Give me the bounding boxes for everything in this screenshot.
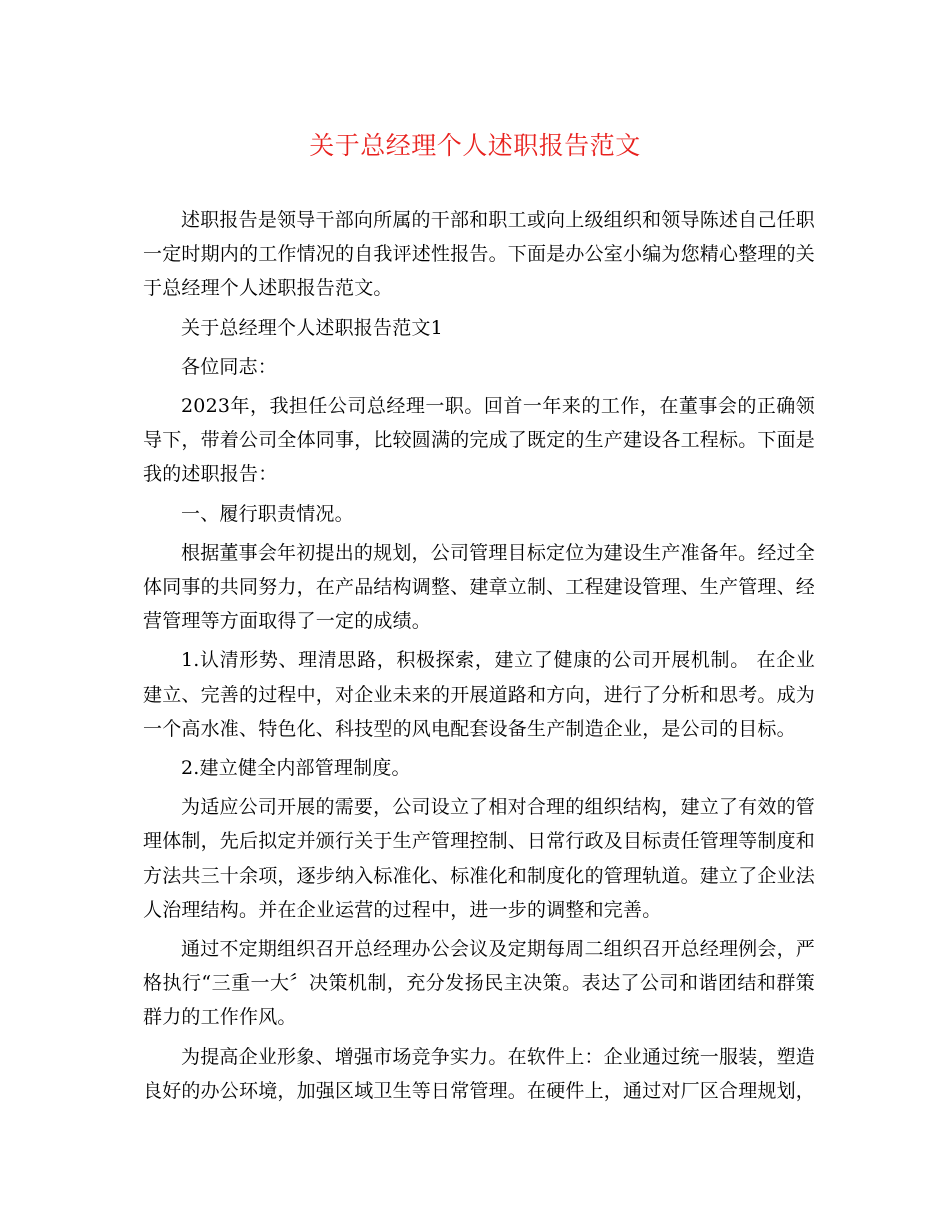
paragraph-management: 为适应公司开展的需要，公司设立了相对合理的组织结构，建立了有效的管理体制，先后拟定并颁行关于生产管理控制、日常行政及目标责任管理等制度和方法共三十余项，逐步纳入标准化、标准化和制度化的管理轨道。建立了企业法人治理结构。并在企业运营的过程中，进一步的调整和完善。 — [143, 796, 816, 921]
paragraph-section-heading: 关于总经理个人述职报告范文1 — [181, 316, 443, 339]
paragraph-duty-heading: 一、履行职责情况。 — [181, 502, 354, 525]
paragraph-opening: 2023年，我担任公司总经理一职。回首一年来的工作，在董事会的正确领导下，带着公司全体同事，比较圆满的完成了既定的生产建设各工程标。下面是我的述职报告： — [143, 395, 816, 486]
paragraph-salutation: 各位同志： — [181, 355, 278, 378]
paragraph-meetings: 通过不定期组织召开总经理办公会议及定期每周二组织召开总经理例会，严格执行“三重一大〞决策机制，充分发扬民主决策。表达了公司和谐团结和群策群力的工作作风。 — [143, 938, 815, 1029]
document-title: 关于总经理个人述职报告范文 — [309, 131, 641, 160]
paragraph-intro: 述职报告是领导干部向所属的干部和职工或向上级组织和领导陈述自己任职一定时期内的工作情况的自我评述性报告。下面是办公室小编为您精心整理的关于总经理个人述职报告范文。 — [143, 209, 816, 300]
paragraph-item-1: 1.认清形势、理清思路，积极探索，建立了健康的公司开展机制。 在企业建立、完善的过程中，对企业未来的开展道路和方向，进行了分析和思考。成为一个高水准、特色化、科技型的风电配套设备生产制造企业，是公司的目标。 — [143, 649, 816, 740]
document-body — [143, 203, 815, 1113]
paragraph-image: 为提高企业形象、增强市场竞争实力。在软件上：企业通过统一服装，塑造良好的办公环境，加强区域卫生等日常管理。在硬件上，通过对厂区合理规划， — [143, 1045, 816, 1102]
paragraph-plan: 根据董事会年初提出的规划，公司管理目标定位为建设生产准备年。经过全体同事的共同努力，在产品结构调整、建章立制、工程建设管理、生产管理、经营管理等方面取得了一定的成绩。 — [143, 541, 816, 633]
paragraph-item-2: 2.建立健全内部管理制度。 — [181, 757, 411, 780]
